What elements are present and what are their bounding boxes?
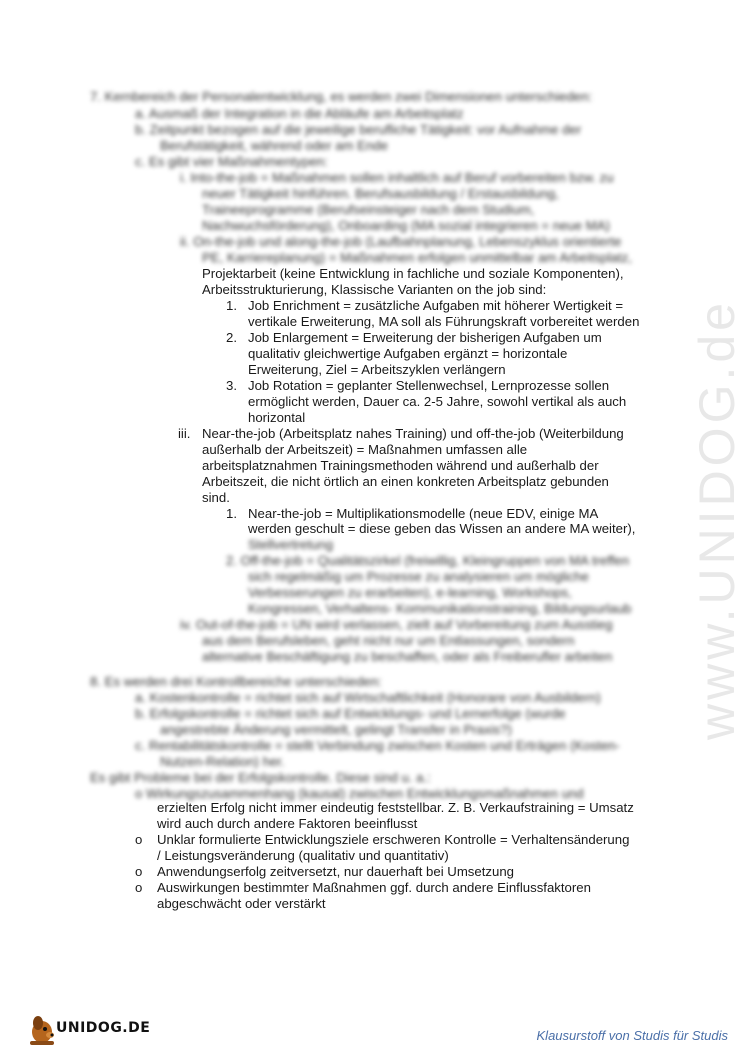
list-number: 1. <box>226 506 237 521</box>
text-line: Nachwuchsförderung), Onboarding (MA sozial integrieren = neue MA) <box>202 218 610 233</box>
text-line: horizontal <box>248 410 306 425</box>
text-line: Unklar formulierte Entwicklungsziele erschweren Kontrolle = Verhaltensänderung <box>157 832 630 847</box>
text-line: 2. Off-the-job = Qualitätszirkel (freiwillig, Kleingruppen von MA treffen <box>226 553 630 568</box>
text-line: sind. <box>202 490 230 505</box>
text-line: o Wirkungszusammenhang (kausal) zwischen Entwicklungsmaßnahmen und <box>135 786 584 801</box>
text-line: vertikale Erweiterung, MA soll als Führungskraft vorbereitet werden <box>248 314 640 329</box>
text-line: iv. Out-of-the-job = UN wird verlassen, zielt auf Vorbereitung zum Ausstieg <box>180 617 613 632</box>
text-line: Near-the-job = Multiplikationsmodelle (neue EDV, einige MA <box>248 506 599 521</box>
list-number: 3. <box>226 378 237 393</box>
text-line: erzielten Erfolg nicht immer eindeutig feststellbar. Z. B. Verkaufstraining = Umsatz <box>157 800 634 815</box>
text-line: Berufstätigkeit, während oder am Ende <box>160 138 388 153</box>
text-line: angestrebte Änderung vermittelt, gelingt Transfer in Praxis?) <box>160 722 512 737</box>
list-number: 1. <box>226 298 237 313</box>
bullet: o <box>135 832 143 847</box>
bullet: o <box>135 880 143 895</box>
text-line: c. Es gibt vier Maßnahmentypen: <box>135 154 328 169</box>
text-line: Arbeitszeit, die nicht örtlich an einen konkreten Arbeitsplatz gebunden <box>202 474 609 489</box>
text-line: Job Enrichment = zusätzliche Aufgaben mit höherer Wertigkeit = <box>248 298 624 313</box>
text-line: arbeitsplatznahmen Trainingsmethoden während und außerhalb der <box>202 458 599 473</box>
text-line: Stellvertretung <box>248 537 334 552</box>
text-line: wird auch durch andere Faktoren beeinflusst <box>157 816 418 831</box>
text-line: neuer Tätigkeit hinführen. Berufsausbildung / Erstausbildung, <box>202 186 559 201</box>
text-line: aus dem Berufsleben, geht nicht nur um Entlassungen, sondern <box>202 633 575 648</box>
text-line: Kongressen, Verhaltens- Kommunikationstraining, Bildungsurlaub <box>248 601 632 616</box>
text-line: / Leistungsveränderung (qualitativ und quantitativ) <box>157 848 449 863</box>
text-line: b. Zeitpunkt bezogen auf die jeweilige berufliche Tätigkeit: vor Aufnahme der <box>135 122 582 137</box>
text-line: 8. Es werden drei Kontrollbereiche unterschieden: <box>90 674 382 689</box>
text-line: a. Ausmaß der Integration in die Abläufe am Arbeitsplatz <box>135 106 464 121</box>
footer-tagline: Klausurstoff von Studis für Studis <box>536 1028 728 1043</box>
text-line: Es gibt Probleme bei der Erfolgskontrolle. Diese sind u. a.: <box>90 770 431 785</box>
text-line: ii. On-the-job und along-the-job (Laufbahnplanung, Lebenszyklus orientierte <box>180 234 622 249</box>
text-line: Job Rotation = geplanter Stellenwechsel, Lernprozesse sollen <box>248 378 610 393</box>
bullet: o <box>135 864 143 879</box>
text-line: Job Enlargement = Erweiterung der bisherigen Aufgaben um <box>248 330 602 345</box>
watermark: www.UNIDOG.de <box>689 299 745 740</box>
text-line: Anwendungserfolg zeitversetzt, nur dauerhaft bei Umsetzung <box>157 864 514 879</box>
text-line: Near-the-job (Arbeitsplatz nahes Training) und off-the-job (Weiterbildung <box>202 426 624 441</box>
text-line: i. Into-the-job = Maßnahmen sollen inhaltlich auf Beruf vorbereiten bzw. zu <box>180 170 614 185</box>
list-number: iii. <box>178 426 191 441</box>
text-line: PE, Karriereplanung) = Maßnahmen erfolgen unmittelbar am Arbeitsplatz, <box>202 250 632 265</box>
list-number: 2. <box>226 330 237 345</box>
text-line: Arbeitsstrukturierung, Klassische Varianten on the job sind: <box>202 282 547 297</box>
text-line: ermöglicht werden, Dauer ca. 2-5 Jahre, sowohl vertikal als auch <box>248 394 627 409</box>
text-line: Nutzen-Relation) her. <box>160 754 285 769</box>
text-line: sich regelmäßig um Prozesse zu analysieren um mögliche <box>248 569 589 584</box>
text-line: c. Rentabilitätskontrolle = stellt Verbindung zwischen Kosten und Erträgen (Kosten- <box>135 738 620 753</box>
text-line: Traineeprogramme (Berufseinsteiger nach dem Studium, <box>202 202 535 217</box>
text-line: außerhalb der Arbeitszeit) = Maßnahmen umfassen alle <box>202 442 528 457</box>
text-line: Projektarbeit (keine Entwicklung in fachliche und soziale Komponenten), <box>202 266 624 281</box>
text-line: Erweiterung, Ziel = Arbeitszyklen verlängern <box>248 362 506 377</box>
logo-text: UNIDOG.DE <box>56 1020 151 1036</box>
text-line: Verbesserungen zu erarbeiten), e-learning, Workshops, <box>248 585 572 600</box>
text-line: Auswirkungen bestimmter Maßnahmen ggf. durch andere Einflussfaktoren <box>157 880 591 895</box>
text-line: qualitativ gleichwertige Aufgaben ergänzt = horizontale <box>248 346 568 361</box>
text-line: werden geschult = diese geben das Wissen an andere MA weiter), <box>248 521 636 536</box>
text-line: a. Kostenkontrolle = richtet sich auf Wirtschaftlichkeit (Honorare von Ausbildern) <box>135 690 601 705</box>
text-line: abgeschwächt oder verstärkt <box>157 896 326 911</box>
text-line: alternative Beschäftigung zu beschaffen, oder als Freiberufler arbeiten <box>202 649 613 664</box>
text-line: 7. Kernbereich der Personalentwicklung, es werden zwei Dimensionen unterschieden: <box>90 89 593 104</box>
text-line: b. Erfolgskontrolle = richtet sich auf Entwicklungs- und Lernerfolge (wurde <box>135 706 566 721</box>
